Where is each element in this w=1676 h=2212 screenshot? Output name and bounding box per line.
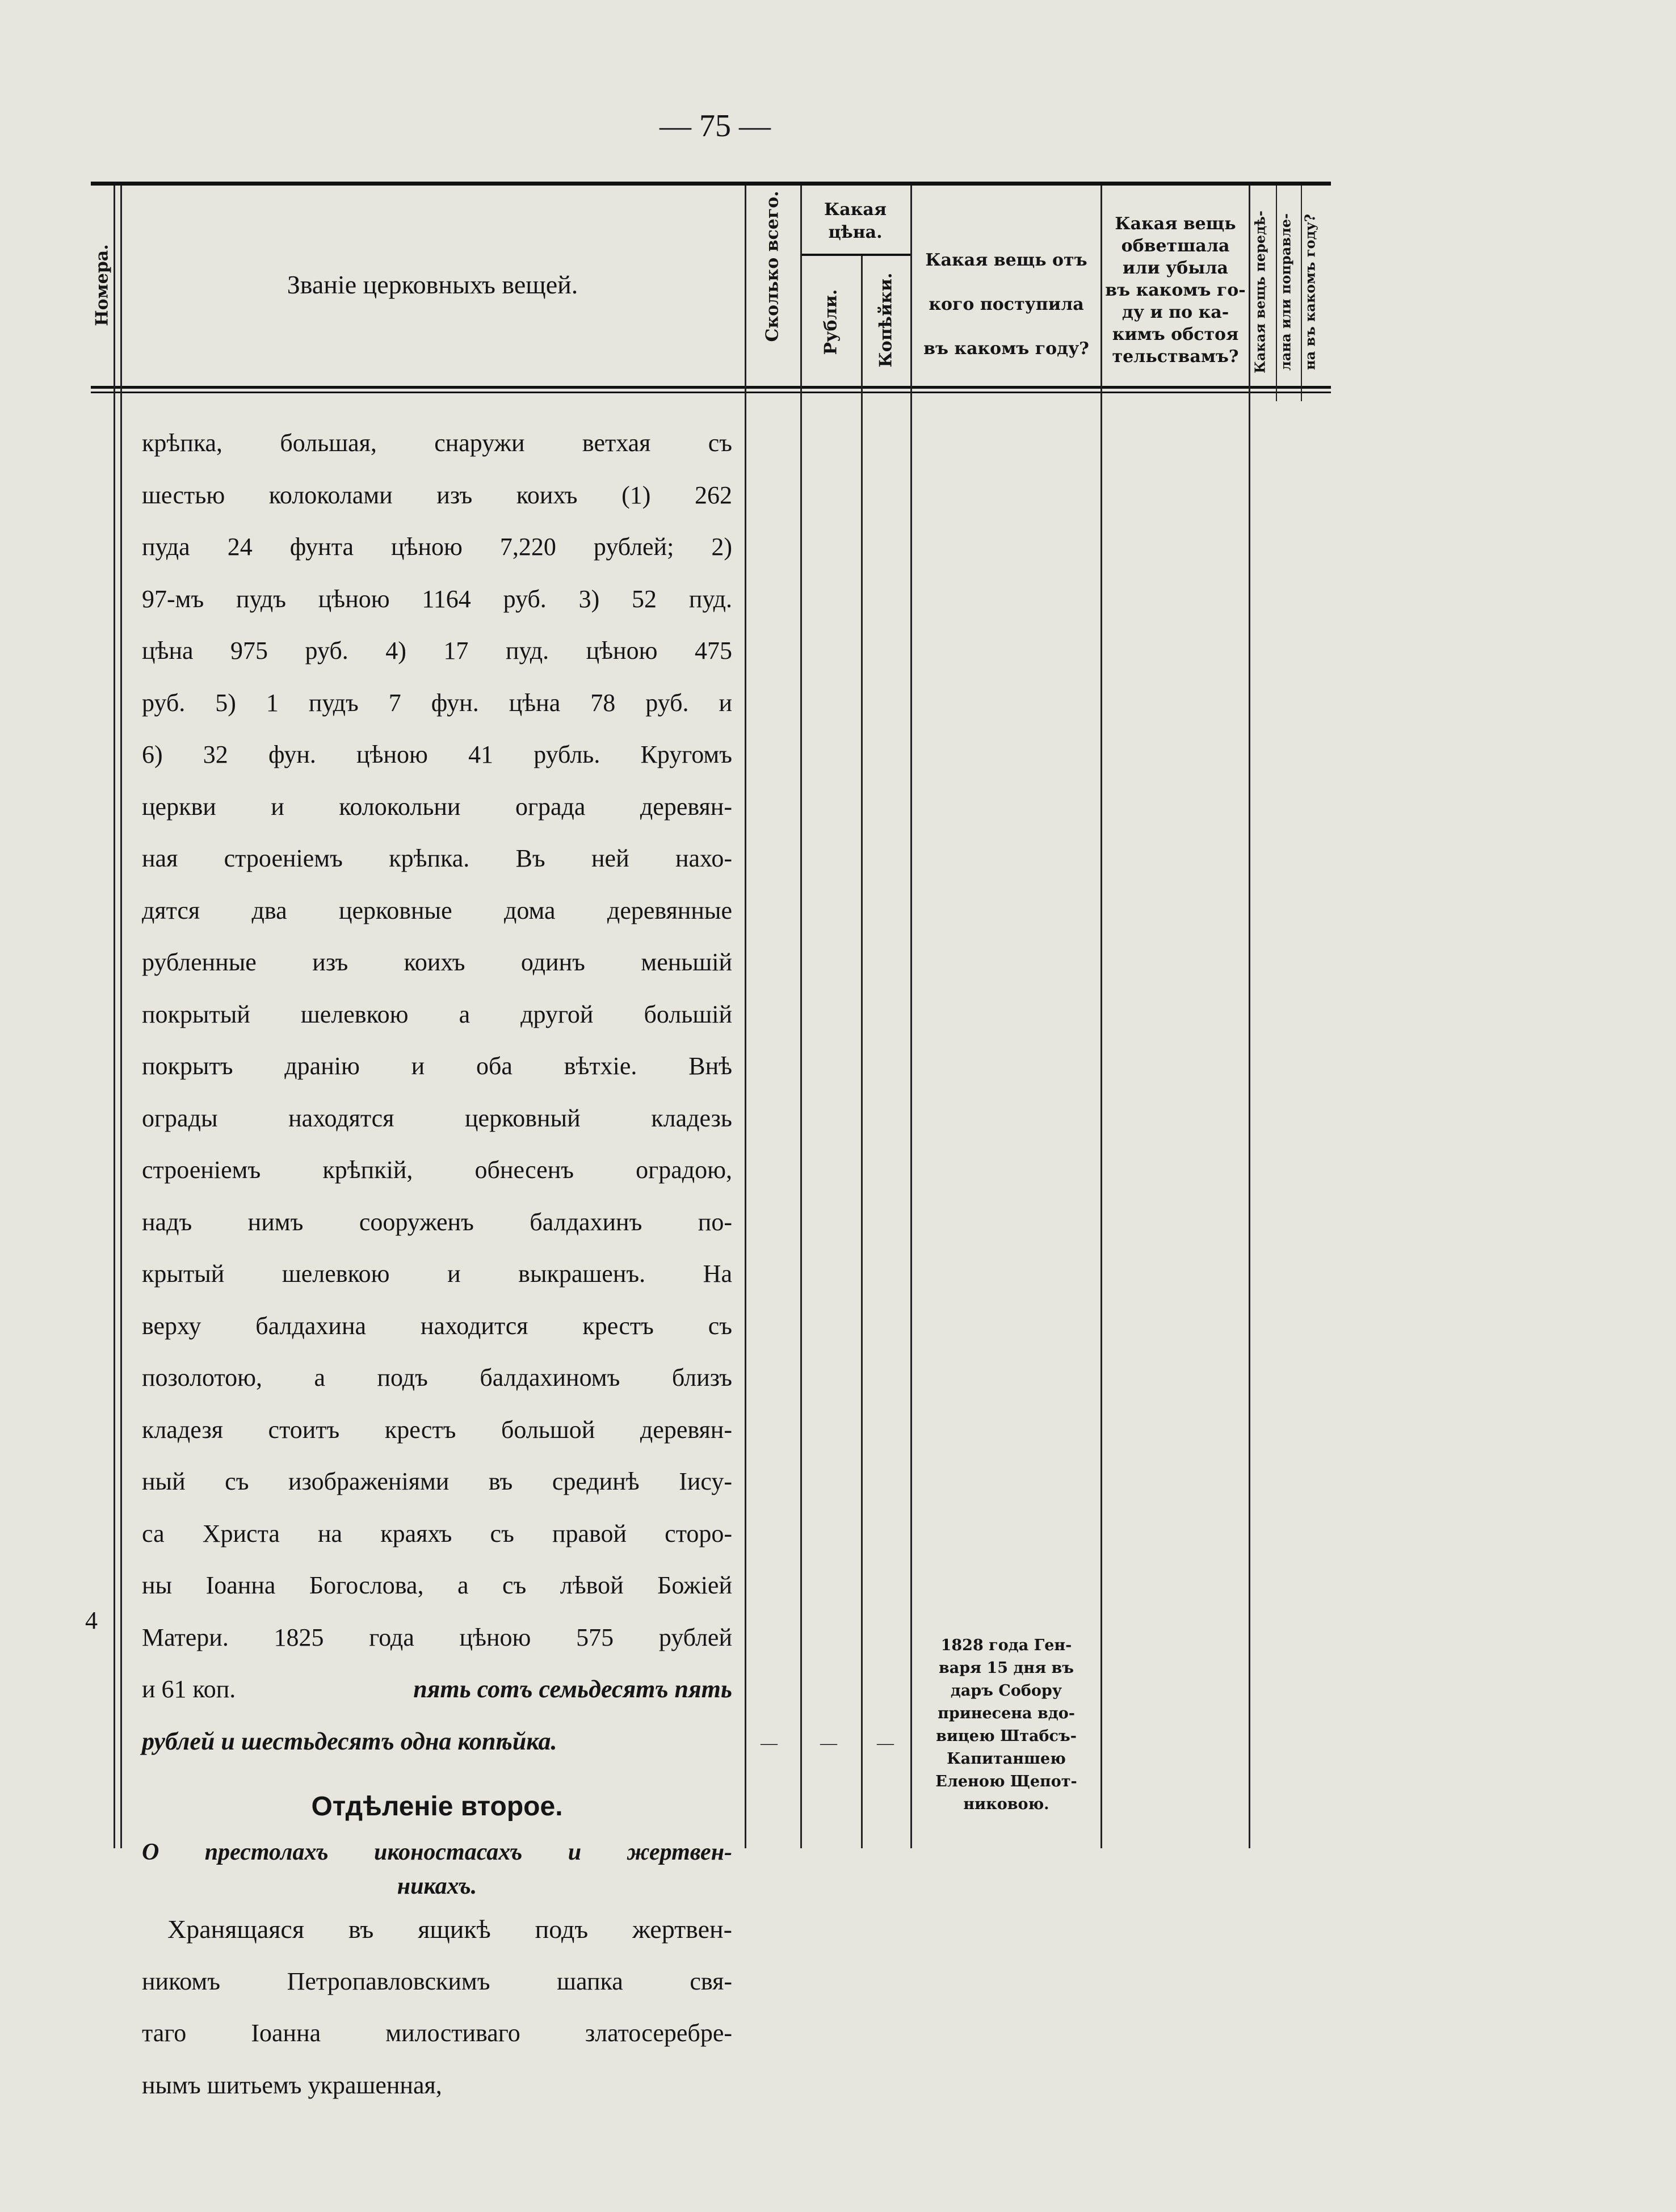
header-decayed-line: въ какомъ го- [1105, 280, 1246, 300]
note-line: варя 15 дня въ [938, 1659, 1074, 1677]
text-line: церкви и колокольни ограда деревян- [142, 792, 732, 821]
text-line: пуда 24 фунта цѣною 7,220 рублей; 2) [142, 533, 732, 561]
note-line: вицею Штабсъ- [936, 1727, 1077, 1745]
header-source-line: Какая вещь отъ [925, 250, 1087, 270]
header-source-line: кого поступила [929, 295, 1084, 314]
dash-count: — [761, 1734, 778, 1752]
header-kopecks: Копѣйки. [876, 272, 896, 368]
text-line: дятся два церковные дома деревянные [142, 896, 732, 924]
header-altered-1: Какая вещь передѣ- [1251, 211, 1268, 373]
item-line: никомъ Петропавловскимъ шапка свя- [142, 1967, 732, 1995]
header-decayed-line: Какая вещь [1115, 214, 1236, 234]
item-line: таго Іоанна милостиваго златосеребре- [142, 2019, 732, 2047]
header-top-rule [91, 182, 1331, 186]
header-rubles: Рубли. [821, 289, 841, 355]
text-line [142, 1663, 732, 1715]
note-line: Еленою Щепот- [935, 1773, 1077, 1790]
col-line [114, 186, 115, 1848]
text-fragment: и 61 коп. [142, 1675, 236, 1703]
col-line [800, 186, 802, 1848]
header-source [912, 238, 1100, 371]
col-line [745, 186, 746, 1848]
text-line: покрытый шелевкою а другой большій [142, 1000, 732, 1028]
text-line: шестью колоколами изъ коихъ (1) 262 [142, 481, 732, 509]
text-line: кладезя стоитъ крестъ большой деревян- [142, 1415, 732, 1444]
item-line: нымъ шитьемъ украшенная, [142, 2071, 442, 2099]
header-altered-2: лана или поправле- [1277, 213, 1294, 371]
text-line: крѣпка, большая, снаружи ветхая съ [142, 429, 732, 457]
header-decayed-line: кимъ обстоя [1112, 325, 1239, 344]
header-bottom-rule-2 [91, 392, 1331, 393]
text-line: ный съ изображеніями въ срединѣ Іису- [142, 1467, 732, 1495]
section-title: Отдѣленіе второе. [311, 1792, 563, 1822]
col-line [1249, 186, 1250, 1848]
header-number: Номера. [92, 244, 112, 326]
text-line: Матери. 1825 года цѣною 575 рублей [142, 1623, 732, 1651]
header-price: Какая цѣна. [824, 200, 887, 242]
text-line: цѣна 975 руб. 4) 17 пуд. цѣною 475 [142, 637, 732, 665]
note-line: 1828 года Ген- [940, 1637, 1072, 1654]
dash-rubles: — [820, 1734, 837, 1752]
header-decayed-line: ду и по ка- [1121, 302, 1229, 322]
text-line: 97-мъ пудъ цѣною 1164 руб. 3) 52 пуд. [142, 584, 732, 613]
text-line: верху балдахина находится крестъ съ [142, 1311, 732, 1340]
text-line: 6) 32 фун. цѣною 41 рубль. Кругомъ [142, 741, 732, 768]
text-line: строеніемъ крѣпкій, обнесенъ оградою, [142, 1156, 732, 1184]
section-subtitle: О престолахъ иконостасахъ и жертвен- [142, 1839, 732, 1865]
section-subtitle: никахъ. [397, 1873, 477, 1899]
header-decayed [1102, 213, 1249, 368]
text-line-italic: рублей и шестьдесятъ одна копѣйка. [142, 1727, 557, 1755]
page-number: — 75 — [660, 108, 771, 144]
text-line: са Христа на краяхъ съ правой сторо- [142, 1519, 732, 1547]
text-line: покрытъ дранію и оба вѣтхіе. Внѣ [142, 1052, 732, 1080]
text-line: крытый шелевкою и выкрашенъ. На [142, 1260, 732, 1288]
col-line [1100, 186, 1102, 1848]
text-line: ны Іоанна Богослова, а съ лѣвой Божіей [142, 1571, 732, 1599]
item-number: 4 [85, 1607, 98, 1634]
dash-kopecks: — [877, 1734, 894, 1752]
header-decayed-line: тельствамъ? [1112, 347, 1239, 367]
note-line: принесена вдо- [938, 1705, 1075, 1722]
text-line: надъ нимъ сооруженъ балдахинъ по- [142, 1208, 732, 1236]
note-line: никовою. [963, 1795, 1049, 1813]
header-count: Сколько всего. [762, 191, 783, 342]
text-line: ная строеніемъ крѣпка. Въ ней нахо- [142, 844, 732, 872]
text-line: рубленные изъ коихъ одинъ меньшій [142, 948, 732, 976]
note-line: даръ Собору [950, 1682, 1062, 1700]
header-altered-3: на въ какомъ году? [1301, 214, 1318, 370]
item-source-note [912, 1634, 1100, 1816]
header-bottom-rule [91, 386, 1331, 389]
header-name: Званіе церковныхъ вещей. [287, 270, 578, 299]
price-divider [800, 254, 910, 256]
note-line: Капитаншею [947, 1750, 1066, 1768]
col-line [120, 186, 122, 1848]
item-line: Хранящаяся въ ящикѣ подъ жертвен- [167, 1915, 732, 1944]
item-description [142, 417, 732, 2111]
header-source-line: въ какомъ году? [923, 339, 1089, 359]
text-fragment-italic: пять сотъ семьдесятъ пять [413, 1675, 732, 1703]
col-line [861, 256, 863, 1848]
text-line: руб. 5) 1 пудъ 7 фун. цѣна 78 руб. и [142, 688, 732, 717]
col-line [910, 186, 912, 1848]
text-line: ограды находятся церковный кладезь [142, 1104, 732, 1132]
header-decayed-line: или убыла [1123, 258, 1228, 278]
text-line: позолотою, а подъ балдахиномъ близъ [142, 1364, 732, 1391]
header-decayed-line: обветшала [1121, 236, 1230, 256]
